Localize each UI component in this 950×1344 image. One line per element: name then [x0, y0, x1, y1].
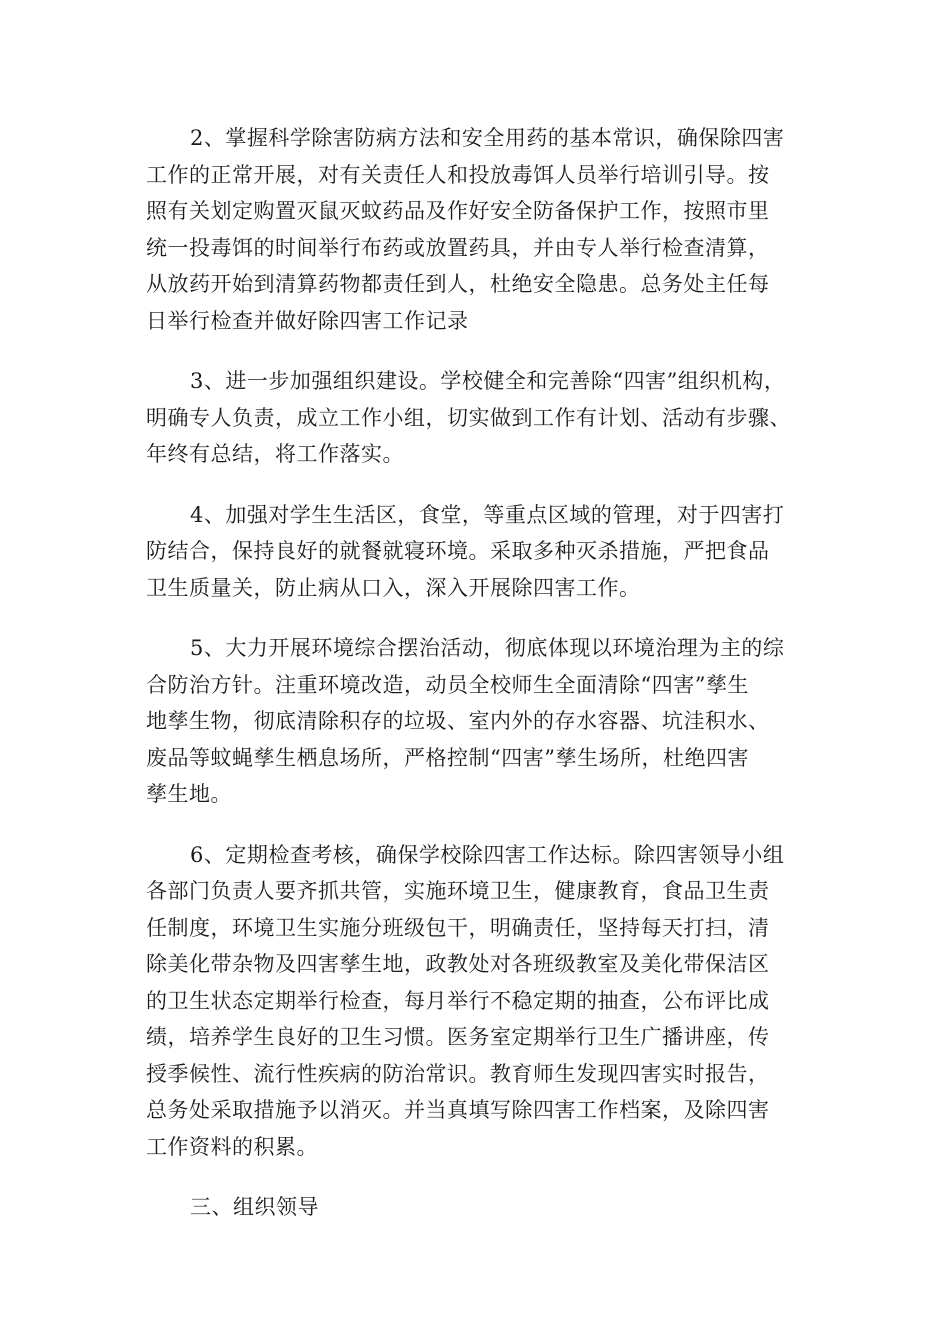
paragraph-item-5 — [146, 630, 810, 813]
text-line: 总务处采取措施予以消灭。并当真填写除四害工作档案，及除四害 — [146, 1098, 770, 1122]
text-line: 孳生地。 — [146, 782, 232, 806]
text-line: 6、定期检查考核，确保学校除四害工作达标。除四害领导小组 — [190, 842, 785, 867]
text-line: 明确专人负责，成立工作小组，切实做到工作有计划、活动有步骤、 — [146, 405, 791, 430]
text-line: 废品等蚊蝇孳生栖息场所，严格控制“四害”孳生场所，杜绝四害 — [146, 745, 749, 770]
text-line: 工作的正常开展，对有关责任人和投放毒饵人员举行培训引导。按 — [146, 162, 770, 187]
text-line: 各部门负责人要齐抓共管，实施环境卫生，健康教育，食品卫生责 — [146, 879, 770, 903]
text-line: 任制度，环境卫生实施分班级包干，明确责任，坚持每天打扫，清 — [146, 915, 770, 940]
paragraph-item-4 — [146, 497, 810, 607]
section-heading — [146, 1189, 810, 1226]
text-line: 2、掌握科学除害防病方法和安全用药的基本常识，确保除四害 — [190, 126, 785, 150]
text-line: 的卫生状态定期举行检查，每月举行不稳定期的抽查，公布评比成 — [146, 988, 770, 1013]
text-line: 5、大力开展环境综合摆治活动，彻底体现以环境治理为主的综 — [190, 636, 785, 660]
text-line: 日举行检查并做好除四害工作记录 — [146, 308, 469, 333]
section-heading-text: 三、组织领导 — [190, 1195, 319, 1219]
text-line: 绩，培养学生良好的卫生习惯。医务室定期举行卫生广播讲座，传 — [146, 1025, 770, 1049]
text-line: 卫生质量关，防止病从口入，深入开展除四害工作。 — [146, 575, 641, 600]
paragraph-item-2 — [146, 120, 810, 339]
text-line: 4、加强对学生生活区，食堂，等重点区域的管理，对于四害打 — [190, 502, 785, 527]
paragraph-item-3 — [146, 363, 810, 473]
text-line: 地孳生物，彻底清除积存的垃圾、室内外的存水容器、坑洼积水、 — [146, 709, 770, 733]
text-line: 合防治方针。注重环境改造，动员全校师生全面清除“四害”孳生 — [146, 672, 749, 697]
text-line: 3、进一步加强组织建设。学校健全和完善除“四害”组织机构， — [190, 369, 786, 393]
paragraph-item-6 — [146, 837, 810, 1166]
text-line: 工作资料的积累。 — [146, 1134, 318, 1159]
text-line: 从放药开始到清算药物都责任到人，杜绝安全隐患。总务处主任每 — [146, 272, 770, 296]
text-line: 照有关划定购置灭鼠灭蚊药品及作好安全防备保护工作，按照市里 — [146, 199, 770, 223]
text-line: 统一投毒饵的时间举行布药或放置药具，并由专人举行检查清算， — [146, 235, 770, 260]
text-line: 除美化带杂物及四害孳生地，政教处对各班级教室及美化带保洁区 — [146, 952, 770, 976]
text-line: 年终有总结，将工作落实。 — [146, 442, 404, 466]
text-line: 防结合，保持良好的就餐就寝环境。采取多种灭杀措施，严把食品 — [146, 539, 770, 563]
text-line: 授季候性、流行性疾病的防治常识。教育师生发现四害实时报告， — [146, 1061, 770, 1086]
document-body — [146, 120, 810, 1250]
